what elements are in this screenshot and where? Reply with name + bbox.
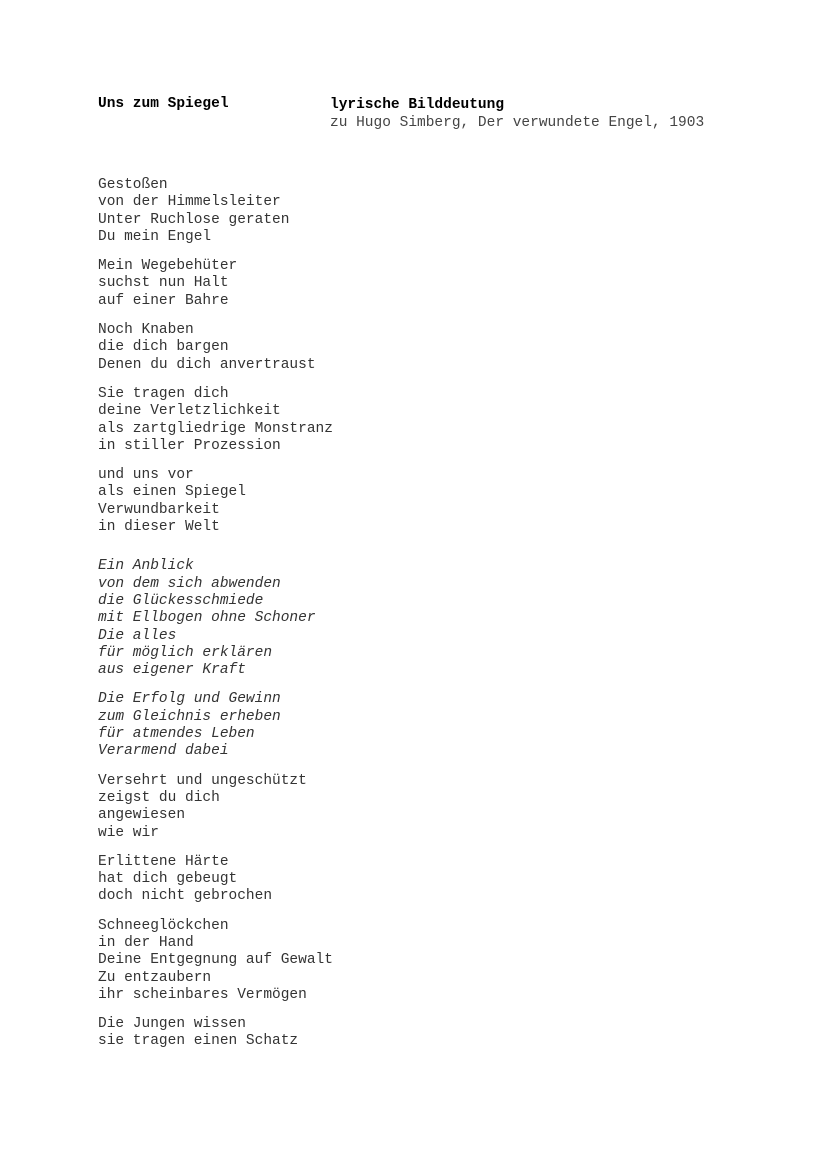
stanza	[98, 1016, 333, 1051]
poem-line: für möglich erklären	[98, 644, 273, 661]
artwork-reference: zu Hugo Simberg, Der verwundete Engel, 1903	[330, 115, 705, 131]
poem-line: in dieser Welt	[98, 519, 220, 536]
poem-line: Verwundbarkeit	[98, 501, 220, 518]
stanza	[98, 854, 333, 906]
poem-line: Schneeglöckchen	[98, 917, 229, 934]
poem-line: sie tragen einen Schatz	[98, 1033, 299, 1050]
poem-line: Deine Entgegnung auf Gewalt	[98, 952, 333, 969]
poem-line: doch nicht gebrochen	[98, 888, 273, 905]
poem-line: Versehrt und ungeschützt	[98, 772, 307, 789]
poem-line: und uns vor	[98, 467, 194, 484]
stanza	[98, 918, 333, 1004]
stanza	[98, 322, 333, 374]
stanza	[98, 691, 333, 760]
poem-line: die Glückesschmiede	[98, 592, 264, 609]
poem-line: Die Jungen wissen	[98, 1016, 246, 1033]
poem-line: suchst nun Halt	[98, 275, 229, 292]
poem-line: von der Himmelsleiter	[98, 194, 281, 211]
stanza	[98, 386, 333, 455]
poem-line: in stiller Prozession	[98, 437, 281, 454]
poem-line: Denen du dich anvertraust	[98, 356, 316, 373]
poem-line: zeigst du dich	[98, 789, 220, 806]
poem-line: Du mein Engel	[98, 228, 212, 245]
poem-line: Zu entzaubern	[98, 969, 212, 986]
poem-body	[98, 177, 333, 1063]
poem-line: Ein Anblick	[98, 558, 194, 575]
poem-line: ihr scheinbares Vermögen	[98, 986, 307, 1003]
poem-line: Die Erfolg und Gewinn	[98, 691, 281, 708]
poem-line: als zartgliedrige Monstranz	[98, 420, 333, 437]
poem-line: deine Verletzlichkeit	[98, 403, 281, 420]
poem-line: aus eigener Kraft	[98, 662, 246, 679]
poem-line: mit Ellbogen ohne Schoner	[98, 610, 316, 627]
poem-line: in der Hand	[98, 934, 194, 951]
poem-title: Uns zum Spiegel	[98, 96, 229, 112]
poem-line: hat dich gebeugt	[98, 871, 238, 888]
poem-line: Verarmend dabei	[98, 743, 229, 760]
poem-line: die dich bargen	[98, 339, 229, 356]
poem-line: Gestoßen	[98, 177, 168, 193]
poem-line: für atmendes Leben	[98, 726, 255, 743]
stanza	[98, 773, 333, 842]
poem-line: angewiesen	[98, 807, 186, 824]
poem-line: Mein Wegebehüter	[98, 258, 238, 275]
poem-line: Noch Knaben	[98, 322, 194, 339]
poem-line: wie wir	[98, 824, 159, 841]
poem-line: Erlittene Härte	[98, 853, 229, 870]
poem-line: zum Gleichnis erheben	[98, 708, 281, 725]
header-right	[330, 96, 704, 132]
poem-line: Unter Ruchlose geraten	[98, 211, 290, 228]
poem-line: auf einer Bahre	[98, 292, 229, 309]
stanza	[98, 177, 333, 246]
poem-line: Die alles	[98, 627, 177, 644]
poem-line: Sie tragen dich	[98, 385, 229, 402]
stanza	[98, 558, 333, 679]
stanza	[98, 467, 333, 536]
poem-line: von dem sich abwenden	[98, 575, 281, 592]
stanza	[98, 258, 333, 310]
genre-label: lyrische Bilddeutung	[330, 97, 505, 113]
poem-line: als einen Spiegel	[98, 484, 246, 501]
